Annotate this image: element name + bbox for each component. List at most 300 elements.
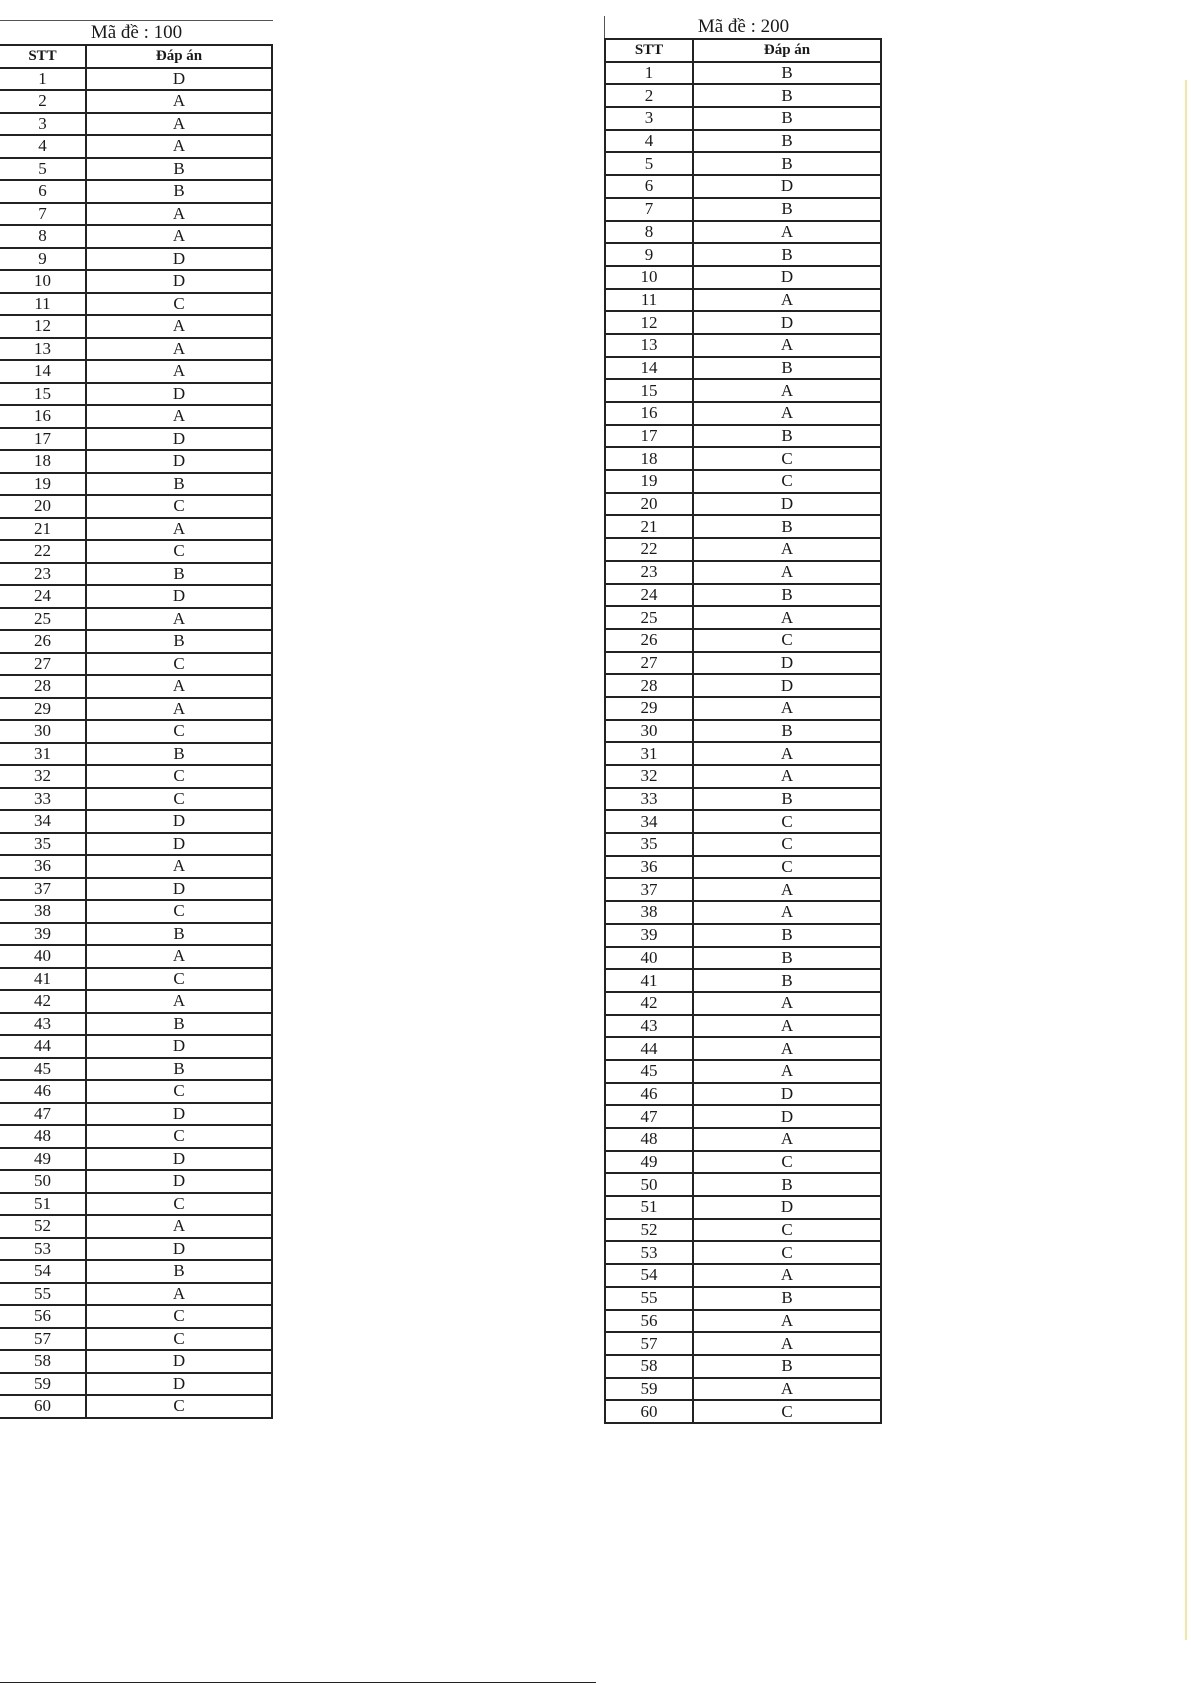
answer-letter: C: [693, 447, 881, 470]
answer-letter: D: [86, 450, 272, 473]
answer-letter: B: [693, 357, 881, 380]
table-row: [0, 833, 272, 856]
question-number: 34: [605, 810, 693, 833]
table-row: [605, 1015, 881, 1038]
table-row: [605, 130, 881, 153]
question-number: 8: [0, 225, 86, 248]
answer-letter: D: [86, 383, 272, 406]
table-row: [605, 1378, 881, 1401]
answer-table: [0, 44, 273, 1419]
question-number: 56: [605, 1310, 693, 1333]
table-row: [605, 901, 881, 924]
answer-letter: A: [693, 402, 881, 425]
table-row: [0, 1350, 272, 1373]
question-number: 10: [0, 270, 86, 293]
question-number: 28: [0, 675, 86, 698]
question-number: 48: [0, 1125, 86, 1148]
question-number: 7: [605, 198, 693, 221]
question-number: 9: [0, 248, 86, 271]
table-row: [605, 606, 881, 629]
question-number: 49: [605, 1151, 693, 1174]
question-number: 27: [605, 652, 693, 675]
table-row: [605, 969, 881, 992]
question-number: 44: [0, 1035, 86, 1058]
table-row: [0, 1103, 272, 1126]
question-number: 33: [0, 788, 86, 811]
answer-letter: B: [693, 515, 881, 538]
table-row: [0, 810, 272, 833]
question-number: 23: [0, 563, 86, 586]
question-number: 53: [605, 1241, 693, 1264]
table-row: [605, 538, 881, 561]
question-number: 38: [605, 901, 693, 924]
question-number: 15: [0, 383, 86, 406]
question-number: 54: [605, 1264, 693, 1287]
table-row: [605, 1196, 881, 1219]
question-number: 16: [605, 402, 693, 425]
table-row: [0, 428, 272, 451]
answer-letter: B: [693, 1287, 881, 1310]
question-number: 1: [605, 62, 693, 85]
answer-letter: C: [693, 629, 881, 652]
table-row: [0, 1035, 272, 1058]
question-number: 20: [0, 495, 86, 518]
answer-letter: C: [86, 1305, 272, 1328]
table-row: [605, 1083, 881, 1106]
answer-letter: B: [693, 198, 881, 221]
answer-letter: B: [86, 1058, 272, 1081]
question-number: 22: [0, 540, 86, 563]
question-number: 18: [605, 447, 693, 470]
answer-letter: D: [86, 68, 272, 91]
answer-letter: C: [86, 293, 272, 316]
footer-divider: [0, 1682, 596, 1683]
answer-letter: D: [86, 1373, 272, 1396]
answer-sheet-100: [0, 20, 273, 1419]
question-number: 52: [0, 1215, 86, 1238]
question-number: 14: [605, 357, 693, 380]
answer-letter: A: [693, 878, 881, 901]
answer-letter: B: [693, 924, 881, 947]
question-number: 43: [0, 1013, 86, 1036]
question-number: 7: [0, 203, 86, 226]
question-number: 10: [605, 266, 693, 289]
answer-letter: D: [86, 810, 272, 833]
answer-letter: D: [693, 1083, 881, 1106]
question-number: 8: [605, 221, 693, 244]
table-row: [605, 652, 881, 675]
table-row: [605, 1332, 881, 1355]
table-row: [605, 266, 881, 289]
answer-letter: A: [693, 992, 881, 1015]
question-number: 12: [0, 315, 86, 338]
question-number: 26: [0, 630, 86, 653]
answer-letter: A: [693, 1037, 881, 1060]
table-row: [0, 90, 272, 113]
table-row: [0, 608, 272, 631]
answer-letter: A: [693, 1015, 881, 1038]
table-row: [605, 1310, 881, 1333]
question-number: 20: [605, 493, 693, 516]
table-row: [605, 243, 881, 266]
question-number: 19: [0, 473, 86, 496]
answer-letter: C: [693, 1241, 881, 1264]
answer-rows: [605, 62, 881, 1423]
table-row: [605, 470, 881, 493]
question-number: 34: [0, 810, 86, 833]
table-header-row: [605, 39, 881, 62]
table-row: [0, 450, 272, 473]
table-row: [0, 293, 272, 316]
answer-letter: B: [693, 969, 881, 992]
table-row: [605, 720, 881, 743]
table-row: [0, 720, 272, 743]
question-number: 40: [0, 945, 86, 968]
sheet-title: Mã đề : 200: [604, 16, 882, 38]
answer-letter: A: [693, 1264, 881, 1287]
question-number: 37: [605, 878, 693, 901]
question-number: 2: [0, 90, 86, 113]
answer-letter: C: [86, 765, 272, 788]
question-number: 30: [605, 720, 693, 743]
answer-letter: B: [86, 743, 272, 766]
table-row: [0, 1328, 272, 1351]
answer-letter: D: [86, 248, 272, 271]
table-row: [605, 152, 881, 175]
question-number: 21: [605, 515, 693, 538]
answer-letter: B: [693, 62, 881, 85]
question-number: 12: [605, 311, 693, 334]
table-row: [0, 518, 272, 541]
table-header-row: [0, 45, 272, 68]
question-number: 6: [0, 180, 86, 203]
answer-letter: D: [693, 493, 881, 516]
answer-letter: D: [86, 1350, 272, 1373]
question-number: 23: [605, 561, 693, 584]
answer-letter: A: [693, 1332, 881, 1355]
question-number: 51: [0, 1193, 86, 1216]
table-row: [605, 765, 881, 788]
question-number: 56: [0, 1305, 86, 1328]
question-number: 11: [0, 293, 86, 316]
answer-letter: B: [693, 720, 881, 743]
answer-letter: B: [693, 243, 881, 266]
answer-letter: A: [693, 697, 881, 720]
table-row: [605, 493, 881, 516]
question-number: 22: [605, 538, 693, 561]
answer-letter: D: [86, 270, 272, 293]
table-row: [605, 833, 881, 856]
question-number: 57: [0, 1328, 86, 1351]
table-row: [0, 900, 272, 923]
table-row: [0, 968, 272, 991]
question-number: 42: [605, 992, 693, 1015]
question-number: 46: [0, 1080, 86, 1103]
table-row: [605, 1037, 881, 1060]
table-row: [0, 1305, 272, 1328]
table-row: [605, 311, 881, 334]
question-number: 47: [605, 1105, 693, 1128]
question-number: 46: [605, 1083, 693, 1106]
answer-letter: A: [86, 1283, 272, 1306]
answer-letter: D: [693, 652, 881, 675]
answer-letter: A: [86, 360, 272, 383]
question-number: 55: [0, 1283, 86, 1306]
answer-letter: A: [86, 855, 272, 878]
question-number: 24: [0, 585, 86, 608]
table-row: [605, 334, 881, 357]
question-number: 2: [605, 84, 693, 107]
answer-letter: A: [693, 606, 881, 629]
answer-letter: C: [86, 968, 272, 991]
table-row: [0, 248, 272, 271]
answer-letter: D: [86, 585, 272, 608]
question-number: 41: [0, 968, 86, 991]
table-row: [0, 1373, 272, 1396]
column-header-answer: Đáp án: [693, 39, 881, 62]
answer-letter: D: [86, 1148, 272, 1171]
answer-letter: D: [86, 1103, 272, 1126]
table-row: [0, 180, 272, 203]
table-row: [0, 878, 272, 901]
question-number: 32: [605, 765, 693, 788]
table-row: [0, 360, 272, 383]
table-row: [605, 992, 881, 1015]
answer-letter: A: [86, 225, 272, 248]
answer-letter: B: [693, 1355, 881, 1378]
question-number: 14: [0, 360, 86, 383]
question-number: 17: [0, 428, 86, 451]
table-row: [605, 1060, 881, 1083]
answer-letter: D: [86, 1238, 272, 1261]
question-number: 15: [605, 379, 693, 402]
answer-letter: B: [86, 630, 272, 653]
question-number: 50: [605, 1173, 693, 1196]
question-number: 44: [605, 1037, 693, 1060]
table-row: [605, 357, 881, 380]
table-row: [0, 945, 272, 968]
question-number: 39: [0, 923, 86, 946]
answer-letter: C: [86, 1125, 272, 1148]
table-row: [0, 1260, 272, 1283]
table-row: [0, 1080, 272, 1103]
table-row: [0, 495, 272, 518]
table-row: [0, 630, 272, 653]
question-number: 27: [0, 653, 86, 676]
column-header-answer: Đáp án: [86, 45, 272, 68]
answer-table: [604, 38, 882, 1424]
table-row: [0, 540, 272, 563]
answer-letter: A: [693, 334, 881, 357]
question-number: 29: [0, 698, 86, 721]
question-number: 30: [0, 720, 86, 743]
answer-letter: A: [86, 405, 272, 428]
question-number: 9: [605, 243, 693, 266]
answer-letter: B: [693, 425, 881, 448]
table-row: [0, 315, 272, 338]
answer-letter: A: [693, 901, 881, 924]
question-number: 37: [0, 878, 86, 901]
table-row: [0, 473, 272, 496]
table-row: [605, 924, 881, 947]
answer-letter: C: [86, 540, 272, 563]
table-row: [0, 113, 272, 136]
table-row: [605, 629, 881, 652]
table-row: [605, 1241, 881, 1264]
question-number: 54: [0, 1260, 86, 1283]
answer-letter: A: [693, 765, 881, 788]
answer-letter: A: [86, 990, 272, 1013]
table-row: [0, 743, 272, 766]
table-row: [0, 405, 272, 428]
answer-letter: C: [693, 856, 881, 879]
answer-letter: B: [693, 84, 881, 107]
answer-letter: A: [693, 538, 881, 561]
answer-letter: C: [693, 1400, 881, 1423]
table-row: [0, 1283, 272, 1306]
question-number: 5: [0, 158, 86, 181]
answer-letter: B: [86, 563, 272, 586]
question-number: 4: [605, 130, 693, 153]
answer-letter: A: [86, 945, 272, 968]
table-row: [605, 1105, 881, 1128]
table-row: [605, 1173, 881, 1196]
table-row: [605, 878, 881, 901]
answer-letter: D: [693, 266, 881, 289]
answer-letter: C: [86, 495, 272, 518]
question-number: 24: [605, 584, 693, 607]
table-row: [0, 1193, 272, 1216]
table-row: [605, 425, 881, 448]
answer-letter: A: [86, 608, 272, 631]
answer-letter: B: [86, 1013, 272, 1036]
answer-letter: D: [86, 878, 272, 901]
question-number: 5: [605, 152, 693, 175]
answer-letter: D: [693, 1105, 881, 1128]
answer-letter: A: [86, 113, 272, 136]
answer-letter: C: [86, 1328, 272, 1351]
question-number: 39: [605, 924, 693, 947]
table-row: [605, 1287, 881, 1310]
question-number: 43: [605, 1015, 693, 1038]
question-number: 60: [0, 1395, 86, 1418]
answer-letter: B: [86, 923, 272, 946]
question-number: 53: [0, 1238, 86, 1261]
question-number: 25: [0, 608, 86, 631]
table-row: [605, 1264, 881, 1287]
answer-letter: D: [693, 175, 881, 198]
answer-letter: C: [693, 833, 881, 856]
answer-letter: A: [693, 289, 881, 312]
table-row: [605, 674, 881, 697]
answer-letter: B: [693, 107, 881, 130]
question-number: 25: [605, 606, 693, 629]
table-row: [0, 990, 272, 1013]
table-row: [605, 1355, 881, 1378]
question-number: 32: [0, 765, 86, 788]
answer-letter: C: [86, 720, 272, 743]
answer-letter: B: [86, 158, 272, 181]
table-row: [605, 198, 881, 221]
table-row: [0, 563, 272, 586]
answer-letter: A: [693, 1310, 881, 1333]
table-row: [0, 270, 272, 293]
question-number: 45: [605, 1060, 693, 1083]
answer-letter: B: [693, 584, 881, 607]
answer-rows: [0, 68, 272, 1418]
question-number: 29: [605, 697, 693, 720]
answer-letter: C: [86, 788, 272, 811]
table-row: [605, 447, 881, 470]
table-row: [0, 1058, 272, 1081]
question-number: 59: [605, 1378, 693, 1401]
answer-letter: D: [86, 428, 272, 451]
table-row: [0, 585, 272, 608]
table-row: [0, 338, 272, 361]
answer-letter: D: [693, 674, 881, 697]
question-number: 17: [605, 425, 693, 448]
question-number: 19: [605, 470, 693, 493]
table-row: [605, 947, 881, 970]
answer-letter: B: [693, 152, 881, 175]
question-number: 36: [0, 855, 86, 878]
table-row: [605, 1151, 881, 1174]
table-row: [0, 653, 272, 676]
question-number: 35: [0, 833, 86, 856]
answer-sheet-200: [604, 16, 882, 1424]
table-row: [0, 135, 272, 158]
question-number: 21: [0, 518, 86, 541]
answer-letter: A: [693, 742, 881, 765]
answer-letter: C: [693, 470, 881, 493]
question-number: 16: [0, 405, 86, 428]
answer-letter: A: [86, 315, 272, 338]
answer-letter: C: [693, 810, 881, 833]
answer-letter: D: [86, 1170, 272, 1193]
table-row: [605, 62, 881, 85]
answer-letter: B: [693, 947, 881, 970]
table-row: [0, 1395, 272, 1418]
question-number: 13: [605, 334, 693, 357]
table-row: [0, 203, 272, 226]
question-number: 31: [0, 743, 86, 766]
table-row: [0, 698, 272, 721]
answer-letter: C: [693, 1151, 881, 1174]
table-row: [0, 765, 272, 788]
table-row: [605, 221, 881, 244]
table-row: [605, 1219, 881, 1242]
page-edge-mark: [1185, 80, 1187, 1640]
answer-letter: A: [693, 561, 881, 584]
answer-letter: A: [86, 698, 272, 721]
question-number: 33: [605, 788, 693, 811]
question-number: 60: [605, 1400, 693, 1423]
answer-letter: D: [86, 833, 272, 856]
answer-letter: A: [693, 1128, 881, 1151]
table-row: [0, 1013, 272, 1036]
table-row: [605, 584, 881, 607]
answer-letter: B: [86, 473, 272, 496]
question-number: 28: [605, 674, 693, 697]
question-number: 4: [0, 135, 86, 158]
answer-letter: A: [693, 1378, 881, 1401]
table-row: [605, 1128, 881, 1151]
question-number: 41: [605, 969, 693, 992]
question-number: 45: [0, 1058, 86, 1081]
table-row: [605, 515, 881, 538]
answer-letter: A: [693, 1060, 881, 1083]
table-row: [605, 788, 881, 811]
